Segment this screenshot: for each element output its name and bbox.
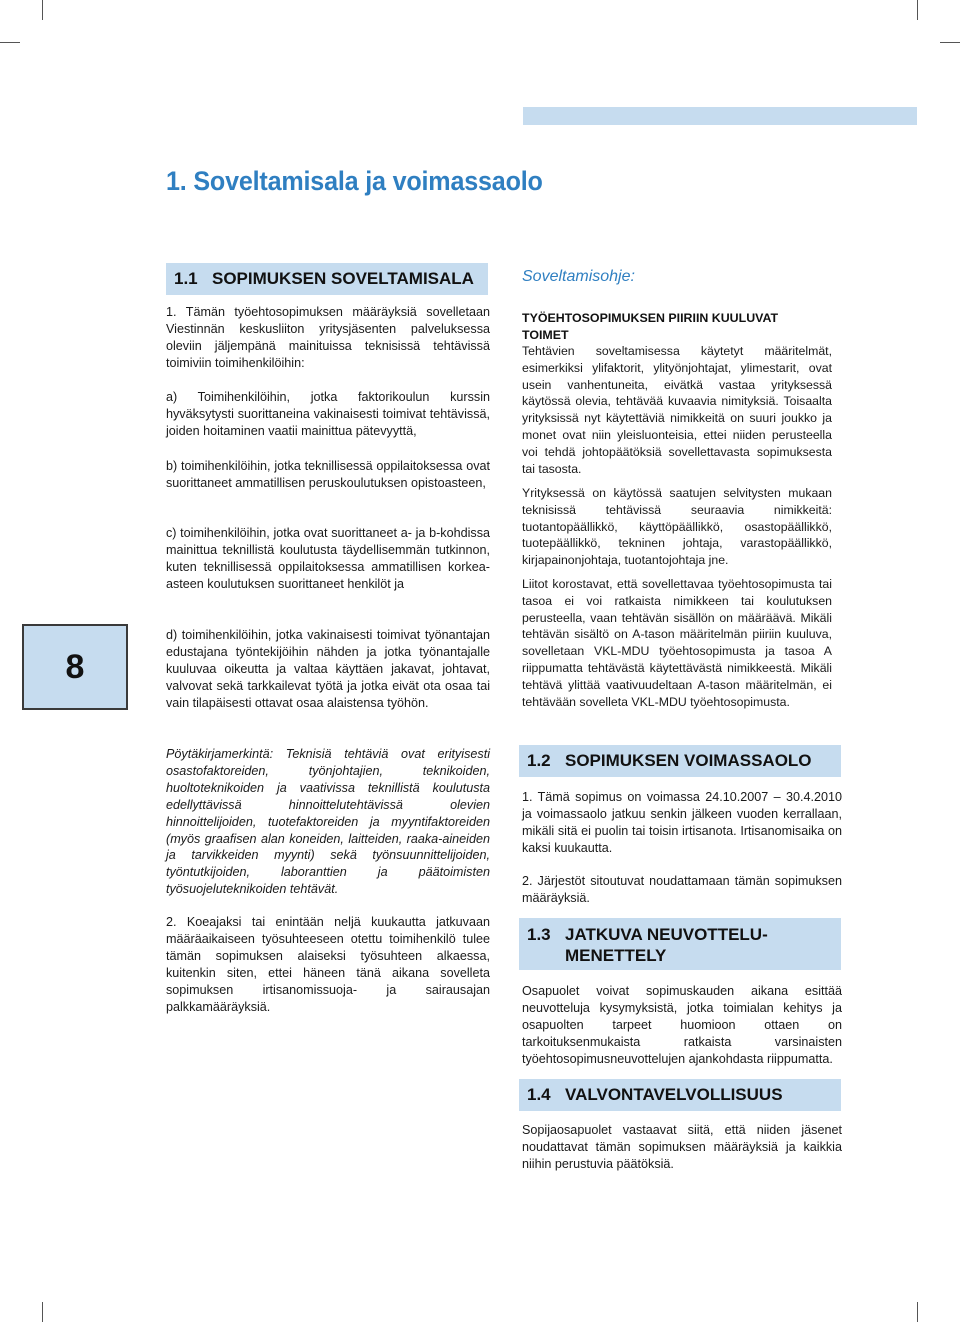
crop-mark xyxy=(42,1302,43,1322)
page-number: 8 xyxy=(65,647,85,686)
section-number: 1.2 xyxy=(527,751,551,770)
decorative-header-bar xyxy=(523,107,917,125)
crop-mark xyxy=(0,42,20,43)
guidance-heading: TYÖEHTOSOPIMUKSEN PIIRIIN KUULUVAT TOIMET xyxy=(522,311,779,342)
section-number: 1.4 xyxy=(527,1085,551,1104)
paragraph: Osapuolet voivat sopimuskauden aikana esittää neuvotteluja kysymyksistä, jotka toimialan kehitys ja osapuolten tarpeet huomioon ottaen on tarkoituksenmukaista ratkaista varsinaisten työehtosopimusneuvottelujen ajankohdasta riippumatta. xyxy=(522,984,842,1066)
protocol-note-lead: Pöytäkirjamerkintä: xyxy=(166,747,274,761)
paragraph: Yrityksessä on käytössä saatujen selvitysten mukaan teknisissä tehtävissä seuraavia nimikkeitä: tuotantopäällikkö, käyttöpäällikkö, osastopäällikkö, tuotepäällikkö, tekninen johtaja, varastopäällikkö, kirjapainonjohtaja, tuotantojohtaja jne. xyxy=(522,486,832,568)
paragraph: 1. Tämän työehtosopimuksen määräyksiä sovelletaan Viestinnän keskusliiton yritysjäsenten palveluksessa oleviin jäljempänä mainituissa teknisissä tehtävissä toimiviin toimihenkilöihin: xyxy=(166,305,490,370)
paragraph: Liitot korostavat, että sovellettavaa työehtosopimusta tai tasoa ei voi ratkaista nimikkeen tai koulutuksen perusteella, vaan tehtävän sisällön on määräävä. Mikäli tehtävän sisältö on A-tason määritelmän piiriin kuuluva, sovelletaan VKL-MDU työehtosopimusta ja tasoa A riippumatta tehtävästä käytettävästä nimikkeestä. Mikäli tehtävä ylittää vaativuudeltaan A-tason määritelmän, ei tehtävään sovelleta VKL-MDU työehtosopimusta. xyxy=(522,577,832,709)
paragraph: d) toimihenkilöihin, jotka vakinaisesti toimivat työnantajan edustajana työntekijöihin nähden ja jotka työnantajalle kuuluvaa oikeutta ja valtaa käyttäen jakavat, johtavat, valvovat sekä tarkkailevat työtä ja jotka eivät ota osaa tai vain tilapäisesti ottavat osaa alaistensa työhön. xyxy=(166,628,490,710)
section-title: SOPIMUKSEN SOVELTAMISALA xyxy=(212,269,474,288)
paragraph: a) Toimihenkilöihin, jotka faktorikoulun kurssin hyväksytysti suorittaneina vakinaisesti toimivat tehtävissä, joiden hoitaminen vaatii mainittua pätevyyttä, xyxy=(166,390,490,438)
paragraph: Tehtävien soveltamisessa käytetyt määritelmät, esimerkiksi ylifaktorit, ylityönjohtajat, ylimestarit, ovat usein vanhentuneita, eivätkä vastaa yrityksessä käytössä olevia, tehtävää kuvaavia nimityksiä. Toisaalta yrityksissä nyt käytettäviä nimikkeitä on suuri joukko ja monet ovat niin yleisluonteisia, ettei niiden perusteella voi tehdä johtopäätöksiä sovellettavasta sopimuksesta tai tasosta. xyxy=(522,344,832,476)
section-title xyxy=(565,924,768,966)
protocol-note xyxy=(166,746,490,898)
page-number-badge xyxy=(22,624,128,710)
paragraph: c) toimihenkilöihin, jotka ovat suorittaneet a- ja b-kohdissa mainittua teknillistä koulutusta täydellisemmän tutkinnon, kuten teknillisessä oppilaitoksessa ammatillisen korkea-asteen koulutuksen suorittaneet henkilöt ja xyxy=(166,526,490,591)
paragraph: 2. Järjestöt sitoutuvat noudattamaan tämän sopimuksen määräyksiä. xyxy=(522,874,842,905)
section-title: SOPIMUKSEN VOIMASSAOLO xyxy=(565,751,812,770)
section-number: 1.1 xyxy=(174,269,198,288)
page-title: 1. Soveltamisala ja voimassaolo xyxy=(166,166,543,196)
section-title-line: JATKUVA NEUVOTTELU- xyxy=(565,925,768,944)
section-header-1-3 xyxy=(519,918,841,970)
crop-mark xyxy=(42,0,43,20)
paragraph: 1. Tämä sopimus on voimassa 24.10.2007 – 30.4.2010 ja voimassaolo jatkuu senkin jälkeen vuoden kerrallaan, mikäli sitä ei puolin tai toisin irtisanota. Irtisanomisaika on kaksi kuukautta. xyxy=(522,790,842,855)
section-header-1-1 xyxy=(166,263,488,295)
crop-mark xyxy=(940,42,960,43)
section-title-line: MENETTELY xyxy=(565,946,667,965)
paragraph: 2. Koeajaksi tai enintään neljä kuukautta jatkuvaan määräaikaiseen työsuhteeseen otettu toimihenkilö tulee tämän sopimuksen alaiseksi työsuhteen alkaessa, kuitenkin siten, ettei häneen tänä aikana sovelleta sopimuksen irtisanomissuoja- ja sairausajan palkkamääräyksiä. xyxy=(166,915,490,1014)
guidance-title: Soveltamisohje: xyxy=(522,268,635,285)
section-header-1-2 xyxy=(519,745,841,777)
crop-mark xyxy=(917,1302,918,1322)
section-number: 1.3 xyxy=(527,925,551,944)
paragraph: Sopijaosapuolet vastaavat siitä, että niiden jäsenet noudattavat tämän sopimuksen määräyksiä ja kaikkia niihin perustuvia päätöksiä. xyxy=(522,1123,842,1171)
paragraph: b) toimihenkilöihin, jotka teknillisessä oppilaitoksessa ovat suorittaneet ammatillisen peruskoulutuksen opistoasteen, xyxy=(166,459,490,490)
section-title: VALVONTAVELVOLLISUUS xyxy=(565,1085,783,1104)
protocol-note-text: Teknisiä tehtäviä ovat erityisesti osastofaktoreiden, työnjohtajien, teknikoiden, huoltoteknikoiden ja vaativissa teknillistä koulutusta edellyttävissä hinnoittelutehtävissä olevien hinnoittelijoiden, tuotefaktoreiden ja myyntifaktoreiden (myös graafisen alan koneiden, laitteiden, raaka-aineiden ja tarvikkeiden myynti) sekä työnsuunnittelijoiden, työntutkijoiden, laboranttien ja päätoimisten työsuojeluteknikoiden tehtävät. xyxy=(166,747,491,897)
section-header-1-4 xyxy=(519,1079,841,1111)
crop-mark xyxy=(917,0,918,20)
